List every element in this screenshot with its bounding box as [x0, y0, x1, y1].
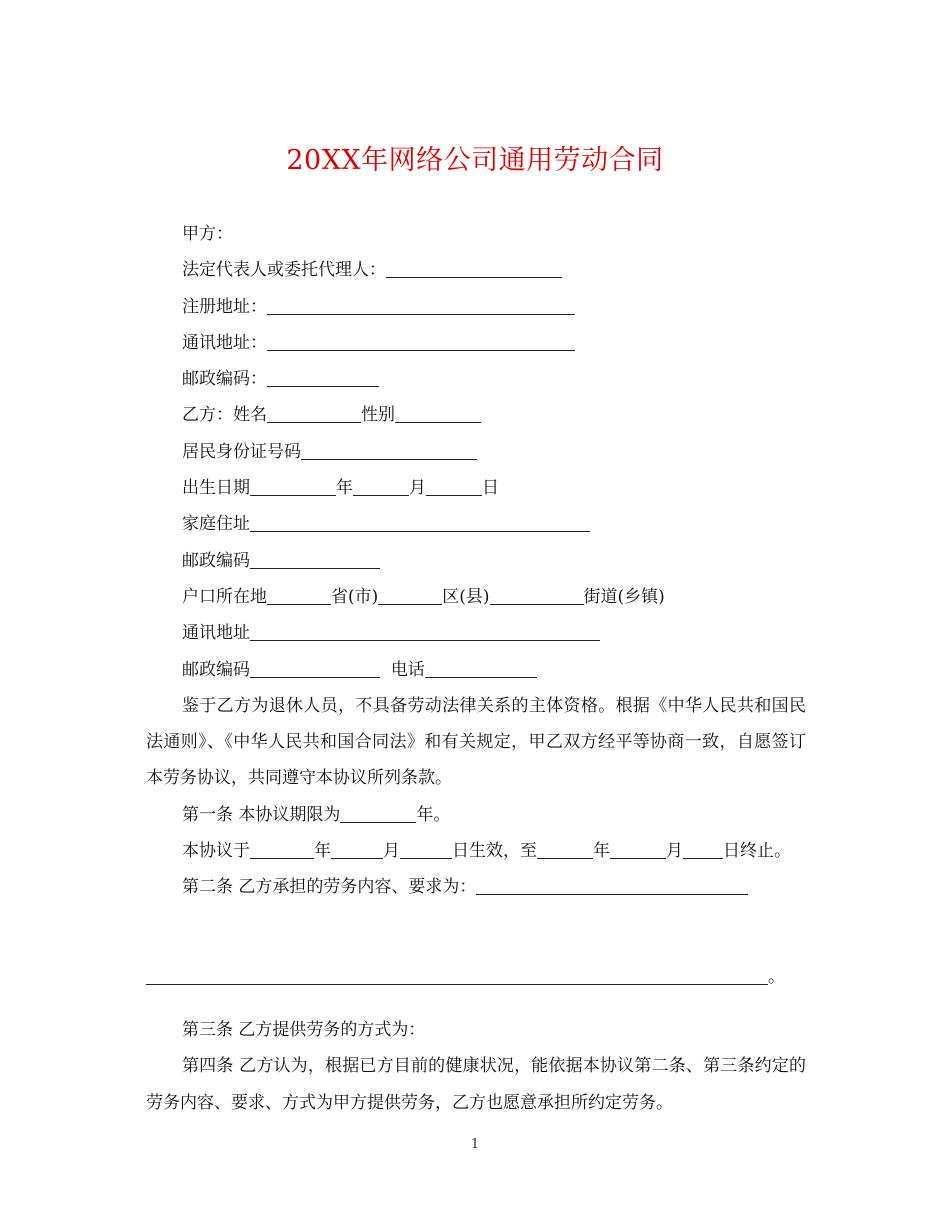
end-day-blank[interactable]	[683, 840, 723, 859]
start-month-blank[interactable]	[331, 840, 383, 859]
party-b-postcode2-label: 邮政编码	[182, 659, 250, 680]
party-a-postcode-blank[interactable]	[267, 368, 379, 387]
start-year-blank[interactable]	[250, 840, 314, 859]
party-b-phone-label: 电话	[390, 659, 425, 680]
party-b-birth-row	[146, 470, 806, 506]
article-2-end: 。	[768, 966, 785, 987]
party-b-id-blank[interactable]	[301, 441, 477, 460]
term-years-blank[interactable]	[340, 804, 416, 823]
service-content-blank-line-2[interactable]	[146, 966, 768, 985]
party-a-rep-label: 法定代表人或委托代理人：	[182, 260, 386, 281]
party-a-label: 甲方：	[182, 224, 233, 244]
party-b-name-label: 乙方：姓名	[182, 405, 267, 426]
party-b-name-blank[interactable]	[267, 405, 361, 424]
end-day-label: 日终止。	[723, 841, 791, 862]
preamble-paragraph: 鉴于乙方为退休人员，不具备劳动法律关系的主体资格。根据《中华人民共和国民法通则》、《中华人民共和国合同法》和有关规定，甲乙双方经平等协商一致，自愿签订本劳务协议，共同遵守本协议所列条款。	[146, 695, 806, 789]
article-3: 第三条 乙方提供劳务的方式为：	[182, 1019, 426, 1040]
party-a-postcode-label: 邮政编码：	[182, 369, 267, 390]
party-a-mail-addr-row	[146, 325, 806, 361]
party-b-postcode-label: 邮政编码	[182, 550, 250, 571]
end-year-label: 年	[593, 841, 610, 862]
service-content-blank[interactable]	[476, 877, 748, 896]
article-1-text: 第一条 本协议期限为	[182, 804, 341, 825]
party-b-gender-label: 性别	[361, 405, 395, 426]
birth-day-label: 日	[482, 478, 499, 499]
party-b-contact-row	[146, 652, 806, 688]
party-b-postcode-blank[interactable]	[250, 550, 380, 569]
article-1-suffix: 年。	[416, 804, 451, 825]
document-title: 20XX年网络公司通用劳动合同	[286, 145, 664, 176]
contract-body	[146, 216, 806, 1121]
party-a-reg-addr-label: 注册地址：	[182, 296, 267, 317]
birth-day-blank[interactable]	[426, 477, 482, 496]
article-2-continuation	[146, 959, 806, 995]
start-year-label: 年	[314, 841, 331, 862]
party-b-home-label: 家庭住址	[182, 514, 250, 535]
party-a-mail-addr-blank[interactable]	[267, 332, 575, 351]
start-day-blank[interactable]	[400, 840, 452, 859]
hukou-district-label: 区(县)	[442, 586, 490, 607]
party-a-reg-addr-blank[interactable]	[267, 296, 575, 315]
hukou-province-label: 省(市)	[331, 586, 379, 607]
party-b-mail-addr-label: 通讯地址	[182, 623, 250, 644]
party-a-postcode-row	[146, 361, 806, 397]
party-b-mail-addr-row	[146, 615, 806, 651]
party-b-mail-addr-blank[interactable]	[250, 622, 600, 641]
article-1	[146, 797, 806, 833]
party-a-rep-blank[interactable]	[386, 259, 562, 278]
spacer	[146, 906, 806, 942]
party-b-postcode-row	[146, 543, 806, 579]
hukou-street-label: 街道(乡镇)	[583, 586, 665, 607]
party-b-id-row	[146, 434, 806, 470]
party-b-name-row	[146, 397, 806, 433]
party-b-hukou-label: 户口所在地	[182, 586, 267, 607]
page-number: 1	[470, 1137, 480, 1152]
end-month-blank[interactable]	[610, 840, 666, 859]
start-month-label: 月	[383, 841, 400, 862]
birth-month-blank[interactable]	[353, 477, 409, 496]
article-2-text: 第二条 乙方承担的劳务内容、要求为：	[182, 877, 477, 898]
party-b-gender-blank[interactable]	[395, 405, 481, 424]
party-a-reg-addr-row	[146, 289, 806, 325]
birth-year-blank[interactable]	[250, 477, 336, 496]
birth-month-label: 月	[409, 478, 426, 499]
party-b-home-row	[146, 506, 806, 542]
article-4: 第四条 乙方认为，根据已方目前的健康状况，能依据本协议第二条、第三条约定的劳务内容、要求、方式为甲方提供劳务，乙方也愿意承担所约定劳务。	[146, 1056, 806, 1113]
hukou-street-blank[interactable]	[490, 586, 584, 605]
party-b-phone-blank[interactable]	[425, 659, 537, 678]
hukou-district-blank[interactable]	[378, 586, 442, 605]
term-intro: 本协议于	[182, 841, 250, 862]
start-day-label: 日生效，至	[452, 841, 537, 862]
term-dates-row	[146, 833, 806, 869]
hukou-province-blank[interactable]	[267, 586, 331, 605]
party-b-id-label: 居民身份证号码	[182, 441, 301, 462]
end-year-blank[interactable]	[537, 840, 593, 859]
party-b-hukou-row	[146, 579, 806, 615]
end-month-label: 月	[666, 841, 683, 862]
article-2	[146, 869, 806, 905]
party-b-birth-label: 出生日期	[182, 478, 250, 499]
birth-year-label: 年	[336, 478, 353, 499]
party-a-rep-row	[146, 252, 806, 288]
party-b-home-blank[interactable]	[250, 514, 590, 533]
party-a-mail-addr-label: 通讯地址：	[182, 332, 267, 353]
party-b-postcode2-blank[interactable]	[250, 659, 380, 678]
